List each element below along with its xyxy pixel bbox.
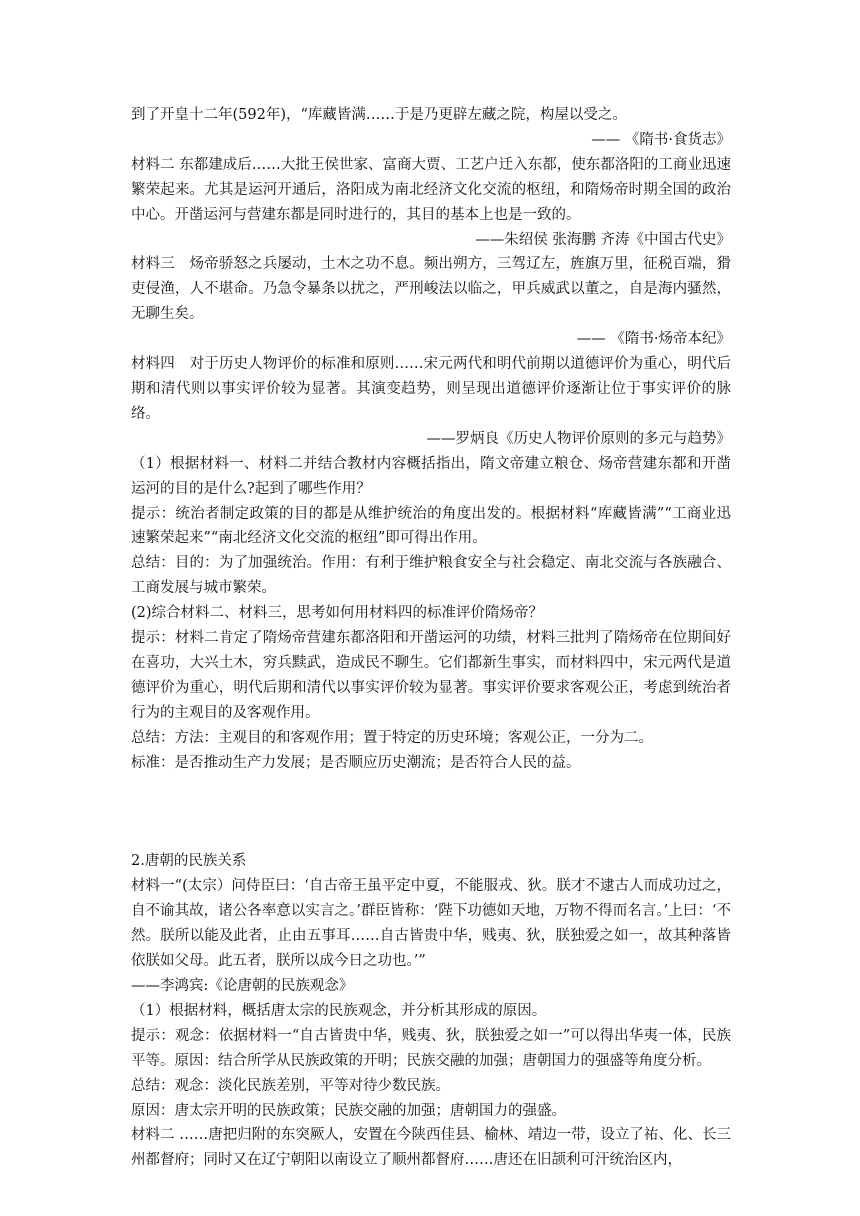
evaluation-standard: 标准：是否推动生产力发展；是否顺应历史潮流；是否符合人民的益。 [131,754,581,771]
tang-summary-concept: 总结：观念：淡化民族差别，平等对待少数民族。 [131,1077,450,1094]
tang-hint-1: 提示：观念：依据材料一“自古皆贵中华，贱夷、狄，朕独爱之如一”可以得出华夷一体，民族平等。原因：结合所学从民族政策的开明；民族交融的加强；唐朝国力的强盛等角度分析。 [131,1027,731,1069]
hint-1: 提示：统治者制定政策的目的都是从维护统治的角度出发的。根据材料“库藏皆满”“工商业迅速繁荣起来”“南北经济文化交流的枢纽”即可得出作用。 [131,505,731,547]
material-1-tail: 到了开皇十二年(592年)，“库藏皆满……于是乃更辟左藏之院，构屋以受之。 [131,107,627,123]
source-citation: ——朱绍侯 张海鹏 齐涛《中国古代史》 [475,231,731,248]
tang-question-1: （1）根据材料，概括唐太宗的民族观念，并分析其形成的原因。 [131,1002,547,1019]
section-title: 2.唐朝的民族关系 [131,853,247,870]
source-citation: —— 《隋书·炀帝本纪》 [576,331,731,348]
section-spacer [131,775,731,849]
hint-2: 提示：材料二肯定了隋炀帝营建东都洛阳和开凿运河的功绩，材料三批判了隋炀帝在位期间好在喜功，大兴土木，穷兵黩武，造成民不聊生。它们都新生事实，而材料四中，宋元两代是道德评价为重心，明代后期和清代以事实评价较为显著。事实评价要求客观公正，考虑到统治者行为的主观目的及客观作用。 [131,630,731,721]
tang-material-2-paragraph: 材料二 ……唐把归附的东突厥人，安置在今陕西佳县、榆林、靖边一带，设立了祐、化、长三州都督府；同时又在辽宁朝阳以南设立了顺州都督府……唐还在旧颉利可汗统治区内， [131,1127,731,1169]
material-2-paragraph: 材料二 东都建成后……大批王侯世家、富商大贾、工艺户迁入东都，使东都洛阳的工商业迅速繁荣起来。尤其是运河开通后，洛阳成为南北经济文化交流的枢纽，和隋炀帝时期全国的政治中心。开凿运河与营建东都是同时进行的，其目的基本上也是一致的。 [131,156,731,223]
source-citation: ——罗炳良《历史人物评价原则的多元与趋势》 [426,430,731,447]
material-3-paragraph: 材料三 炀帝骄怒之兵屡动，土木之功不息。频出朔方，三驾辽左，旌旗万里，征税百端，猾吏侵渔，人不堪命。乃急令暴条以扰之，严刑峻法以临之，甲兵威武以董之，自是海内骚然，无聊生矣。 [131,256,731,323]
summary-1: 总结：目的：为了加强统治。作用：有利于维护粮食安全与社会稳定、南北交流与各族融合、工商发展与城市繁荣。 [131,555,731,597]
material-4-paragraph: 材料四 对于历史人物评价的标准和原则……宋元两代和明代前期以道德评价为重心，明代后期和清代则以事实评价较为显著。其演变趋势，则呈现出道德评价逐渐让位于事实评价的脉络。 [131,356,731,422]
source-citation: ——李鸿宾:《论唐朝的民族观念》 [131,978,354,994]
summary-2: 总结：方法：主观目的和客观作用；置于特定的历史环境；客观公正，一分为二。 [131,729,653,746]
tang-material-1-paragraph: 材料一“(太宗）问侍臣曰：‘自古帝王虽平定中夏，不能服戎、狄。朕才不逮古人而成功过之，自不谕其故，诸公各率意以实言之。’群臣皆称：‘陛下功德如天地，万物不得而名言。’上曰：‘不然。朕所以能及此者，止由五事耳……自古皆贵中华，贱夷、狄，朕独爱之如一，故其种落皆依朕如父母。此五者，朕所以成今日之功也。’” [131,878,731,970]
source-citation: —— 《隋书·食货志》 [591,131,731,148]
question-1: （1）根据材料一、材料二并结合教材内容概括指出，隋文帝建立粮仓、炀帝营建东都和开凿运河的目的是什么?起到了哪些作用？ [131,455,731,497]
tang-summary-reason: 原因：唐太宗开明的民族政策；民族交融的加强；唐朝国力的强盛。 [131,1102,566,1119]
question-2: (2)综合材料二、材料三，思考如何用材料四的标准评价隋炀帝？ [131,605,544,622]
document-page [131,103,731,1173]
